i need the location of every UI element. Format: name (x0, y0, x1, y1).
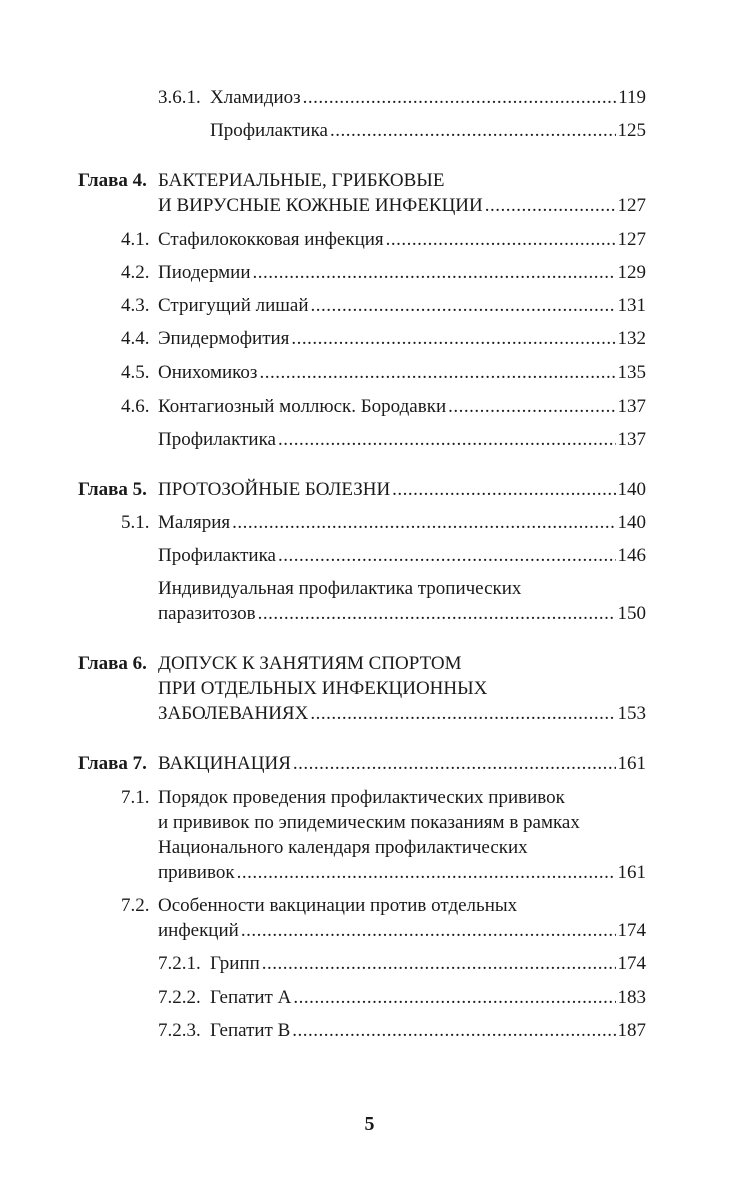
entry-page-number: 129 (617, 262, 646, 283)
entry-title: ВАКЦИНАЦИЯ (158, 753, 291, 774)
entry-page-number: 131 (617, 295, 646, 316)
dot-leader (278, 427, 616, 452)
dot-leader (262, 951, 616, 976)
toc-entry (121, 326, 646, 351)
section-number: 4.2. (121, 262, 150, 283)
toc-entry (158, 543, 646, 568)
toc-entry (121, 893, 646, 943)
entry-title: ЗАБОЛЕВАНИЯХ (158, 703, 309, 724)
toc-entry (121, 785, 646, 885)
section-number: 5.1. (121, 512, 150, 533)
toc-entry (78, 651, 646, 726)
dot-leader (232, 510, 615, 535)
entry-title: Профилактика (158, 545, 276, 566)
toc-entry (121, 227, 646, 252)
entry-title: Онихомикоз (158, 362, 258, 383)
entry-page-number: 150 (617, 603, 646, 624)
dot-leader (292, 1018, 615, 1043)
entry-title: ПРИ ОТДЕЛЬНЫХ ИНФЕКЦИОННЫХ (158, 678, 488, 699)
entry-title: Гепатит А (210, 987, 292, 1008)
dot-leader (291, 326, 615, 351)
chapter-number: Глава 4. (78, 170, 147, 191)
dot-leader (258, 601, 616, 626)
chapter-number: Глава 7. (78, 753, 147, 774)
toc-entry (78, 168, 646, 218)
section-number: 4.4. (121, 328, 150, 349)
entry-page-number: 137 (617, 429, 646, 450)
toc-entry (121, 510, 646, 535)
section-number: 7.2.3. (158, 1020, 201, 1041)
toc-entry (78, 477, 646, 502)
entry-title: Порядок проведения профилактических прививок (158, 787, 565, 808)
entry-page-number: 135 (617, 362, 646, 383)
entry-page-number: 127 (617, 195, 646, 216)
section-number: 7.1. (121, 787, 150, 808)
entry-title: Профилактика (158, 429, 276, 450)
entry-title: Эпидермофития (158, 328, 290, 349)
entry-title: Индивидуальная профилактика тропических (158, 578, 522, 599)
entry-title: Хламидиоз (210, 87, 301, 108)
entry-title: Стригущий лишай (158, 295, 309, 316)
entry-title: Грипп (210, 953, 260, 974)
section-number: 4.3. (121, 295, 150, 316)
entry-title: Пиодермии (158, 262, 251, 283)
entry-title: Контагиозный моллюск. Бородавки (158, 396, 447, 417)
toc-entry (158, 85, 646, 110)
toc-entry (121, 260, 646, 285)
dot-leader (485, 193, 616, 218)
section-number: 4.5. (121, 362, 150, 383)
dot-leader (310, 701, 615, 726)
dot-leader (278, 543, 616, 568)
entry-page-number: 153 (617, 703, 646, 724)
section-number: 4.6. (121, 396, 150, 417)
dot-leader (330, 118, 616, 143)
dot-leader (259, 360, 615, 385)
entry-page-number: 119 (618, 87, 646, 108)
toc-entry (210, 118, 646, 143)
toc-entry (158, 951, 646, 976)
chapter-number: Глава 6. (78, 653, 147, 674)
toc-entry (158, 1018, 646, 1043)
dot-leader (253, 260, 616, 285)
entry-page-number: 146 (617, 545, 646, 566)
entry-page-number: 187 (617, 1020, 646, 1041)
entry-title: Особенности вакцинации против отдельных (158, 895, 518, 916)
dot-leader (311, 293, 616, 318)
dot-leader (241, 918, 616, 943)
page-number: 5 (364, 1113, 375, 1135)
entry-page-number: 161 (617, 753, 646, 774)
toc-entry (158, 427, 646, 452)
dot-leader (293, 985, 615, 1010)
entry-title: И ВИРУСНЫЕ КОЖНЫЕ ИНФЕКЦИИ (158, 195, 483, 216)
entry-title: ДОПУСК К ЗАНЯТИЯМ СПОРТОМ (158, 653, 462, 674)
entry-page-number: 183 (617, 987, 646, 1008)
entry-page-number: 174 (617, 953, 646, 974)
toc-entry (121, 293, 646, 318)
entry-title: Национального календаря профилактических (158, 837, 528, 858)
section-number: 7.2.2. (158, 987, 201, 1008)
toc-entry (158, 576, 646, 626)
entry-page-number: 125 (617, 120, 646, 141)
section-number: 7.2.1. (158, 953, 201, 974)
toc-entry (158, 985, 646, 1010)
entry-page-number: 127 (617, 229, 646, 250)
section-number: 4.1. (121, 229, 150, 250)
dot-leader (448, 394, 615, 419)
dot-leader (392, 477, 615, 502)
entry-page-number: 174 (617, 920, 646, 941)
dot-leader (386, 227, 616, 252)
section-number: 7.2. (121, 895, 150, 916)
section-number: 3.6.1. (158, 87, 201, 108)
entry-title: Профилактика (210, 120, 328, 141)
toc-entry (121, 394, 646, 419)
entry-page-number: 137 (617, 396, 646, 417)
chapter-number: Глава 5. (78, 479, 147, 500)
entry-title: прививок (158, 862, 235, 883)
entry-title: паразитозов (158, 603, 256, 624)
entry-title: Стафилококковая инфекция (158, 229, 384, 250)
entry-page-number: 140 (617, 479, 646, 500)
entry-page-number: 132 (617, 328, 646, 349)
entry-title: Малярия (158, 512, 231, 533)
entry-title: инфекций (158, 920, 239, 941)
entry-title: и прививок по эпидемическим показаниям в рамках (158, 812, 580, 833)
dot-leader (293, 751, 616, 776)
entry-page-number: 140 (617, 512, 646, 533)
dot-leader (237, 860, 616, 885)
toc-entry (78, 751, 646, 776)
entry-page-number: 161 (617, 862, 646, 883)
dot-leader (303, 85, 617, 110)
entry-title: ПРОТОЗОЙНЫЕ БОЛЕЗНИ (158, 479, 391, 500)
entry-title: БАКТЕРИАЛЬНЫЕ, ГРИБКОВЫЕ (158, 170, 445, 191)
entry-title: Гепатит В (210, 1020, 291, 1041)
toc-entry (121, 360, 646, 385)
